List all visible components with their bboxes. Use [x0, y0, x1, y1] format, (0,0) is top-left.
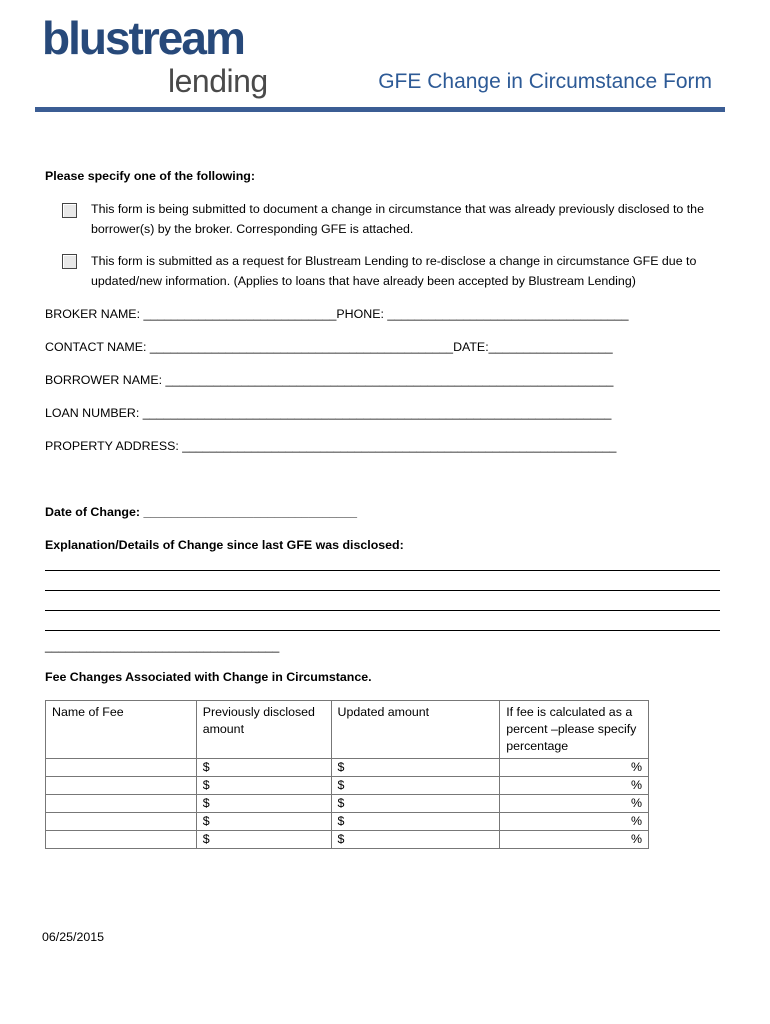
fee-name-cell[interactable]: [46, 759, 197, 777]
previous-amount-cell[interactable]: $: [196, 759, 331, 777]
instruction-prompt: Please specify one of the following:: [45, 169, 255, 183]
fee-changes-heading: Fee Changes Associated with Change in Circumstance.: [45, 670, 372, 684]
option-1-text-line1: This form is being submitted to document a change in circumstance that was already previously disclosed to the: [91, 202, 704, 216]
table-row: [46, 777, 649, 795]
explanation-label: Explanation/Details of Change since last GFE was disclosed:: [45, 538, 404, 552]
fee-name-cell[interactable]: [46, 831, 197, 849]
updated-amount-cell[interactable]: $: [331, 831, 500, 849]
table-row: [46, 813, 649, 831]
column-header: Updated amount: [331, 701, 500, 759]
logo-subtitle: lending: [168, 63, 268, 99]
option-1-checkbox[interactable]: [62, 203, 77, 218]
broker-name-field[interactable]: BROKER NAME: ____________________________PHONE: ___________________________________: [45, 307, 629, 321]
updated-amount-cell[interactable]: $: [331, 795, 500, 813]
form-title: GFE Change in Circumstance Form: [378, 70, 712, 93]
percentage-cell[interactable]: %: [500, 795, 649, 813]
option-1-text-line2: borrower(s) by the broker. Corresponding GFE is attached.: [91, 222, 414, 236]
table-row: [46, 831, 649, 849]
percentage-cell[interactable]: %: [500, 777, 649, 795]
column-header: If fee is calculated as a percent –please specify percentage: [500, 701, 649, 759]
table-row: [46, 759, 649, 777]
table-header-row: [46, 701, 649, 759]
explanation-line-5[interactable]: __________________________________: [45, 639, 280, 653]
footer-date: 06/25/2015: [42, 930, 105, 944]
previous-amount-cell[interactable]: $: [196, 813, 331, 831]
fee-name-cell[interactable]: [46, 777, 197, 795]
fee-name-cell[interactable]: [46, 795, 197, 813]
explanation-line-1[interactable]: [45, 570, 720, 571]
explanation-line-2[interactable]: [45, 590, 720, 591]
borrower-name-field[interactable]: BORROWER NAME: _________________________________________________________________: [45, 373, 614, 387]
contact-name-field[interactable]: CONTACT NAME: ____________________________________________DATE:__________________: [45, 340, 613, 354]
updated-amount-cell[interactable]: $: [331, 759, 500, 777]
explanation-line-4[interactable]: [45, 630, 720, 631]
loan-number-field[interactable]: LOAN NUMBER: ____________________________________________________________________: [45, 406, 612, 420]
logo-wordmark: blustream: [42, 12, 244, 64]
previous-amount-cell[interactable]: $: [196, 777, 331, 795]
updated-amount-cell[interactable]: $: [331, 813, 500, 831]
table-row: [46, 795, 649, 813]
option-2-checkbox[interactable]: [62, 254, 77, 269]
column-header: Name of Fee: [46, 701, 197, 759]
fee-name-cell[interactable]: [46, 813, 197, 831]
header-divider: [35, 107, 725, 112]
previous-amount-cell[interactable]: $: [196, 831, 331, 849]
property-address-field[interactable]: PROPERTY ADDRESS: _______________________________________________________________: [45, 439, 617, 453]
percentage-cell[interactable]: %: [500, 759, 649, 777]
column-header: Previously disclosed amount: [196, 701, 331, 759]
percentage-cell[interactable]: %: [500, 813, 649, 831]
updated-amount-cell[interactable]: $: [331, 777, 500, 795]
blustream-logo: [42, 14, 272, 100]
explanation-line-3[interactable]: [45, 610, 720, 611]
option-2-text-line2: updated/new information. (Applies to loans that have already been accepted by Blustream Lending): [91, 274, 636, 288]
date-of-change-field[interactable]: Date of Change: _______________________________: [45, 505, 358, 519]
previous-amount-cell[interactable]: $: [196, 795, 331, 813]
percentage-cell[interactable]: %: [500, 831, 649, 849]
option-2-text-line1: This form is submitted as a request for Blustream Lending to re-disclose a change in circumstance GFE due to: [91, 254, 697, 268]
fee-changes-table: [45, 700, 649, 849]
